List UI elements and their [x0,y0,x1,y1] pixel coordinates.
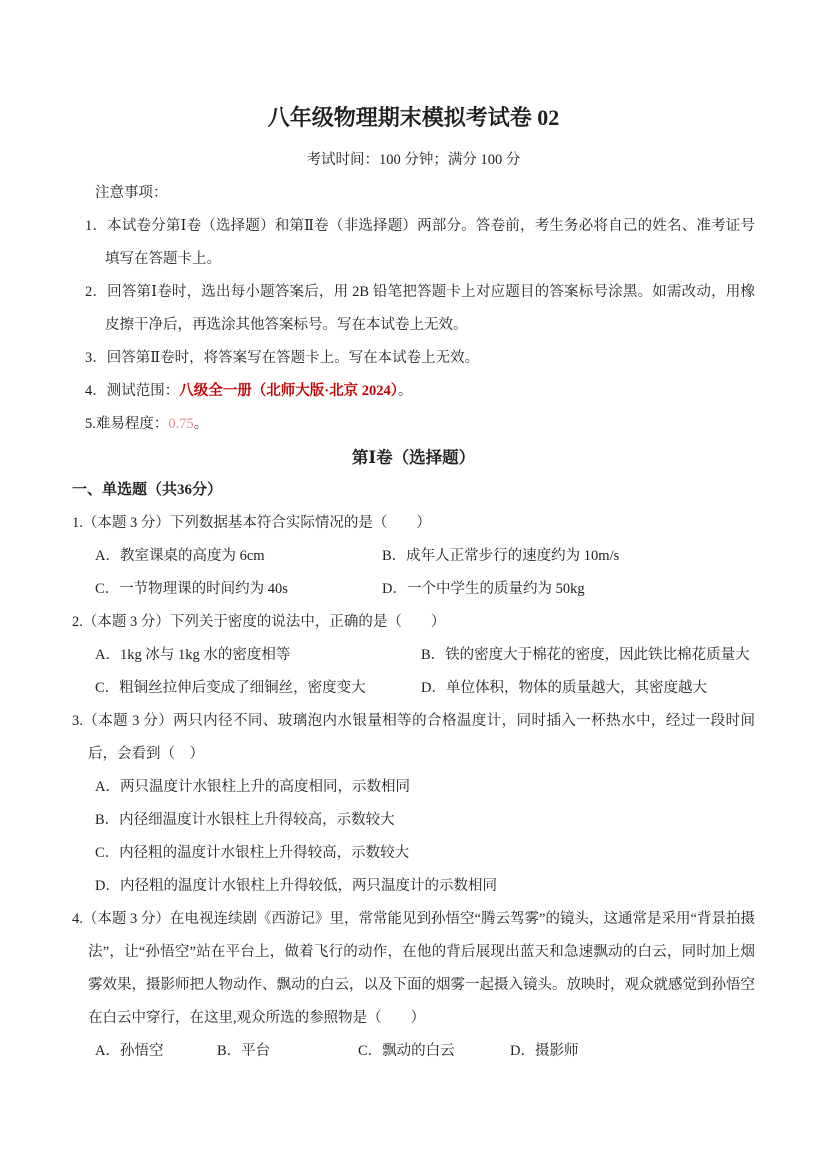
question-3-option-b: B．内径细温度计水银柱上升得较高，示数较大 [95,812,395,828]
question-4-stem: 4.（本题 3 分）在电视连续剧《西游记》里，常常能见到孙悟空“腾云驾雾”的镜头，这通常是采用“背景拍摄法”，让“孙悟空”站在平台上，做着飞行的动作，在他的背后展现出蓝天和急速飘动的白云，同时加上烟雾效果，摄影师把人物动作、飘动的白云，以及下面的烟雾一起摄入镜头。放映时，观众就感觉到孙悟空在白云中穿行，在这里,观众所选的参照物是（ ） [72,911,755,1026]
notice-item-number: 4． [85,383,107,399]
page-title: 八年级物理期末模拟考试卷 02 [267,105,560,130]
question-1-option-d: D．一个中学生的质量约为 50kg [382,581,585,597]
notice-heading: 注意事项： [95,185,168,201]
question-4-option-c: C．飘动的白云 [358,1043,455,1059]
notice-item-number: 2． [85,284,108,300]
single-choice-section-heading: 一、单选题（共36分） [72,482,223,498]
question-2-options [72,639,755,705]
notice-item-4 [72,375,755,408]
question-1-option-a: A．教室课桌的高度为 6cm [95,548,265,564]
question-1 [72,507,755,606]
question-1-option-c: C．一节物理课的时间约为 40s [95,581,288,597]
question-2-option-d: D．单位体积，物体的质量越大，其密度越大 [421,680,707,696]
question-2-stem: 2.（本题 3 分）下列关于密度的说法中，正确的是（ ） [72,614,446,630]
question-4 [72,903,755,1068]
notice-item-number: 1． [85,218,108,234]
exam-time-score: 考试时间：100 分钟；满分 100 分 [306,152,521,168]
notice-item-text: 回答第Ⅱ卷时，将答案写在答题卡上。写在本试卷上无效。 [106,350,480,366]
question-1-option-b: B．成年人正常步行的速度约为 10m/s [382,548,620,564]
question-1-options [72,540,755,606]
notice-item-3 [72,342,755,375]
test-scope-highlight: 八级全一册（北师大版·北京 2024） [179,383,398,399]
notice-item-text: 难易程度： [95,416,169,432]
question-4-options [72,1035,755,1068]
question-3-option-a: A．两只温度计水银柱上升的高度相同，示数相同 [95,779,410,795]
notice-item-suffix: 。 [397,383,413,399]
question-1-stem: 1.（本题 3 分）下列数据基本符合实际情况的是（ ） [72,515,431,531]
notice-item-2 [72,276,755,342]
question-3-option-c: C．内径粗的温度计水银柱上升得较高，示数较大 [95,845,410,861]
notice-item-text: 回答第Ⅰ卷时，选出每小题答案后，用 2B 铅笔把答题卡上对应题目的答案标号涂黑。如需改动，用橡皮擦干净后，再选涂其他答案标号。写在本试卷上无效。 [105,284,755,333]
question-3-option-d: D．内径粗的温度计水银柱上升得较低，两只温度计的示数相同 [95,878,497,894]
difficulty-value: 0.75 [168,416,194,432]
question-3-stem: 3.（本题 3 分）两只内径不同、玻璃泡内水银量相等的合格温度计，同时插入一杯热水中，经过一段时间后，会看到（ ） [72,713,755,762]
question-4-option-a: A．孙悟空 [95,1043,164,1059]
notice-item-1 [72,210,755,276]
notice-item-text: 测试范围： [106,383,180,399]
notice-item-text: 本试卷分第Ⅰ卷（选择题）和第Ⅱ卷（非选择题）两部分。答卷前，考生务必将自己的姓名、准考证号填写在答题卡上。 [105,218,755,267]
notice-item-number: 3． [85,350,107,366]
question-3-options [72,771,755,903]
notice-item-suffix: 。 [193,416,209,432]
part1-heading: 第Ⅰ卷（选择题） [351,448,476,467]
question-4-option-d: D．摄影师 [510,1043,579,1059]
question-3 [72,705,755,903]
question-2-option-c: C．粗铜丝拉伸后变成了细铜丝，密度变大 [95,680,366,696]
question-2 [72,606,755,705]
question-2-option-a: A．1kg 冰与 1kg 水的密度相等 [95,647,291,663]
question-2-option-b: B．铁的密度大于棉花的密度，因此铁比棉花质量大 [421,647,750,663]
notice-item-5 [72,408,755,441]
notice-item-number: 5. [85,416,96,432]
question-4-option-b: B．平台 [217,1043,271,1059]
